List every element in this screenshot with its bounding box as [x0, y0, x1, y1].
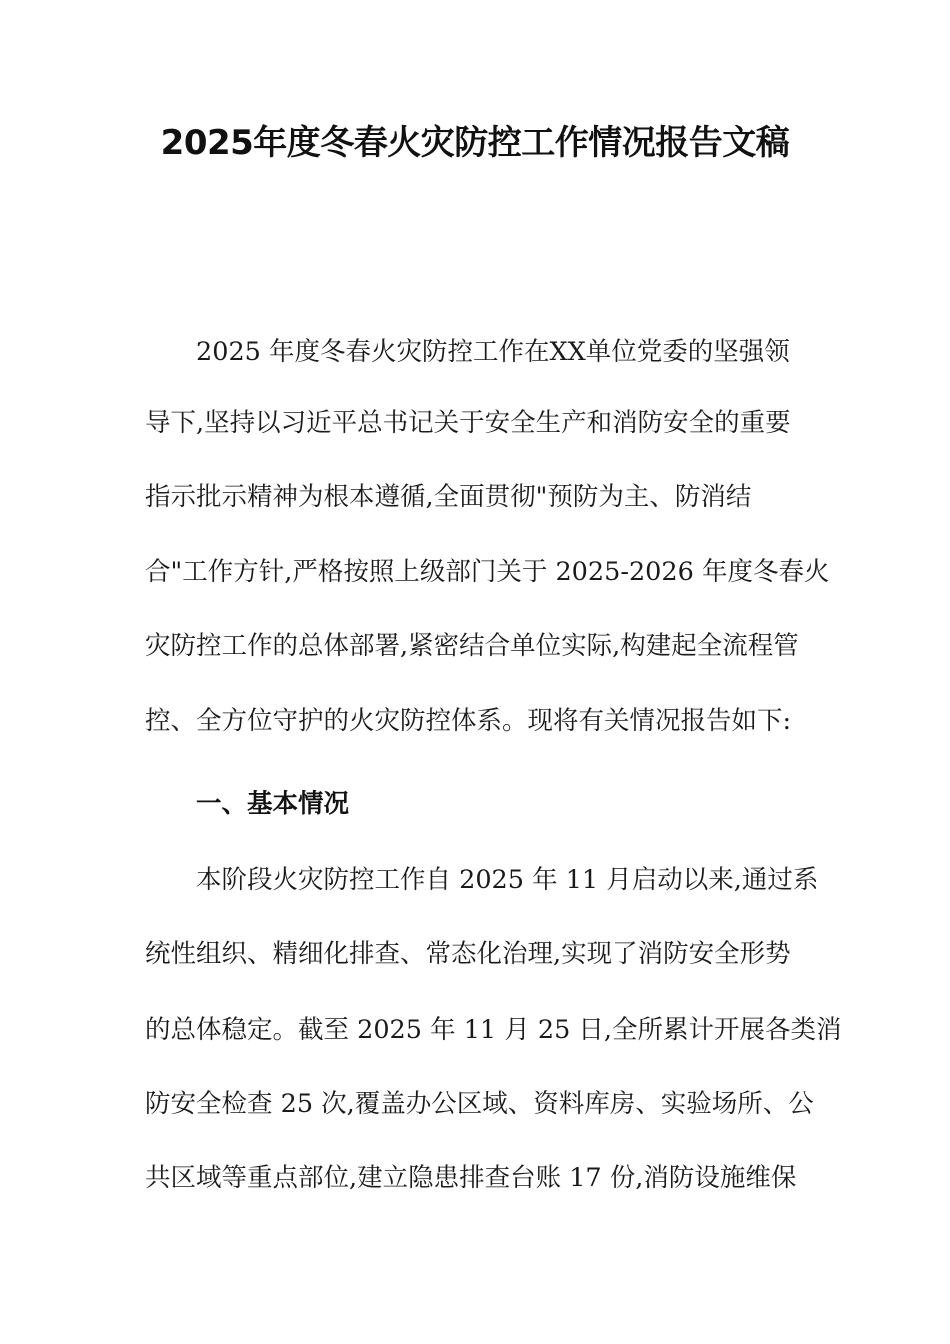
document-title: 2025年度冬春火灾防控工作情况报告文稿 — [160, 123, 790, 163]
section-line: 统性组织、精细化排查、常态化治理,实现了消防安全形势 — [145, 939, 791, 969]
intro-line: 2025 年度冬春火灾防控工作在XX单位党委的坚强领 — [196, 337, 790, 367]
section-line: 共区域等重点部位,建立隐患排查台账 17 份,消防设施维保 — [145, 1163, 797, 1193]
intro-line: 灾防控工作的总体部署,紧密结合单位实际,构建起全流程管 — [145, 631, 799, 661]
intro-line: 指示批示精神为根本遵循,全面贯彻"预防为主、防消结 — [145, 482, 752, 512]
intro-line: 合"工作方针,严格按照上级部门关于 2025-2026 年度冬春火 — [145, 557, 830, 587]
section-heading: 一、基本情况 — [196, 789, 350, 819]
intro-line: 导下,坚持以习近平总书记关于安全生产和消防安全的重要 — [145, 408, 791, 438]
intro-line: 控、全方位守护的火灾防控体系。现将有关情况报告如下: — [145, 706, 792, 736]
section-line: 本阶段火灾防控工作自 2025 年 11 月启动以来,通过系 — [196, 865, 819, 895]
section-line: 的总体稳定。截至 2025 年 11 月 25 日,全所累计开展各类消 — [145, 1015, 842, 1045]
section-line: 防安全检查 25 次,覆盖办公区域、资料库房、实验场所、公 — [145, 1089, 814, 1119]
